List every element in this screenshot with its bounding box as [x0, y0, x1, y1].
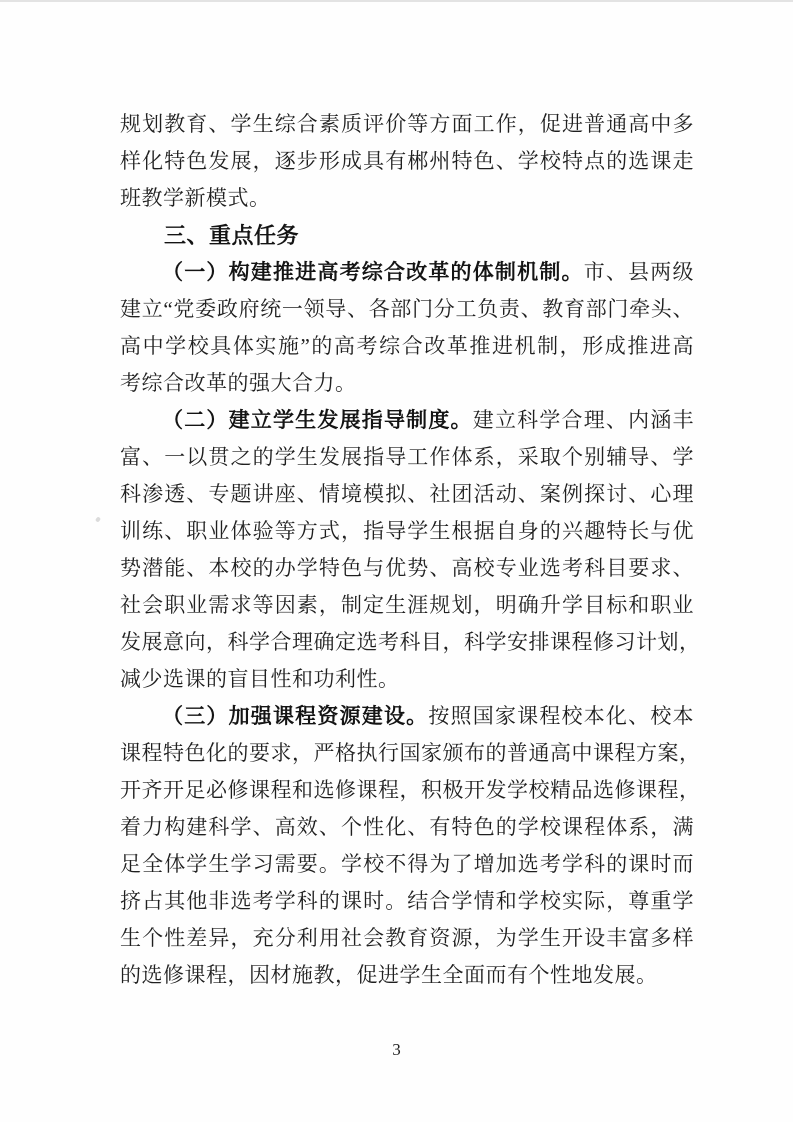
text-line [120, 328, 694, 365]
scan-artifact [527, 343, 530, 346]
text-line [120, 735, 701, 772]
text-line [120, 291, 694, 328]
text-segment: 建立科学合理、内涵丰 [472, 408, 695, 432]
text-line [120, 513, 694, 550]
text-line [120, 772, 701, 809]
text-segment: 社会职业需求等因素，制定生涯规划，明确升学目标和职业 [120, 593, 694, 617]
section-heading [120, 217, 694, 254]
text-line [120, 106, 694, 143]
text-segment: 着力构建科学、高效、个性化、有特色的学校课程体系，满 [120, 815, 694, 839]
text-line [120, 365, 694, 402]
text-segment: 训练、职业体验等方式，指导学生根据自身的兴趣特长与优 [120, 519, 694, 543]
text-segment: 的选修课程，因材施教，促进学生全面而有个性地发展。 [120, 963, 658, 987]
text-segment: 班教学新模式。 [120, 186, 271, 210]
text-segment: 高中学校具体实施”的高考综合改革推进机制，形成推进高 [120, 334, 694, 358]
bold-text-segment: （二）建立学生发展指导制度。 [162, 408, 473, 432]
bold-text-segment: （三）加强课程资源建设。 [162, 704, 429, 728]
text-segment: 建立“党委政府统一领导、各部门分工负责、教育部门牵头、 [120, 297, 694, 321]
text-segment: 市、县两级 [583, 260, 695, 284]
text-line [120, 587, 694, 624]
text-segment: 势潜能、本校的办学特色与优势、高校专业选考科目要求、 [120, 556, 694, 580]
text-segment: 开齐开足必修课程和选修课程，积极开发学校精品选修课程， [120, 778, 701, 802]
text-segment: 足全体学生学习需要。学校不得为了增加选考学科的课时而 [120, 852, 694, 876]
text-line [120, 661, 694, 698]
text-line [120, 624, 701, 661]
text-segment: 发展意向，科学合理确定选考科目，科学安排课程修习计划， [120, 630, 701, 654]
text-line [120, 846, 694, 883]
page-number: 3 [392, 1040, 401, 1059]
text-line [120, 957, 694, 994]
scan-artifact [95, 516, 101, 522]
text-segment: 课程特色化的要求，严格执行国家颁布的普通高中课程方案， [120, 741, 701, 765]
text-line [120, 698, 694, 735]
document-body-text [120, 106, 701, 994]
text-line [120, 143, 694, 180]
text-line [120, 476, 694, 513]
text-segment: 富、一以贯之的学生发展指导工作体系，采取个别辅导、学 [120, 445, 694, 469]
text-line [120, 402, 694, 439]
text-line [120, 883, 694, 920]
text-segment: 样化特色发展，逐步形成具有郴州特色、学校特点的选课走 [120, 149, 694, 173]
text-segment: 按照国家课程校本化、校本 [428, 704, 695, 728]
text-line [120, 180, 694, 217]
text-line [120, 920, 694, 957]
text-line [120, 439, 694, 476]
bold-text-segment: 三、重点任务 [164, 223, 300, 248]
text-segment: 生个性差异，充分利用社会教育资源，为学生开设丰富多样 [120, 926, 694, 950]
text-segment: 科渗透、专题讲座、情境模拟、社团活动、案例探讨、心理 [120, 482, 694, 506]
text-segment: 考综合改革的强大合力。 [120, 371, 357, 395]
text-line [120, 809, 694, 846]
bold-text-segment: （一）构建推进高考综合改革的体制机制。 [162, 260, 584, 284]
text-segment: 减少选课的盲目性和功利性。 [120, 667, 400, 691]
text-line [120, 550, 694, 587]
text-segment: 挤占其他非选考学科的课时。结合学情和学校实际，尊重学 [120, 889, 694, 913]
text-line [120, 254, 694, 291]
text-segment: 规划教育、学生综合素质评价等方面工作，促进普通高中多 [120, 112, 694, 136]
